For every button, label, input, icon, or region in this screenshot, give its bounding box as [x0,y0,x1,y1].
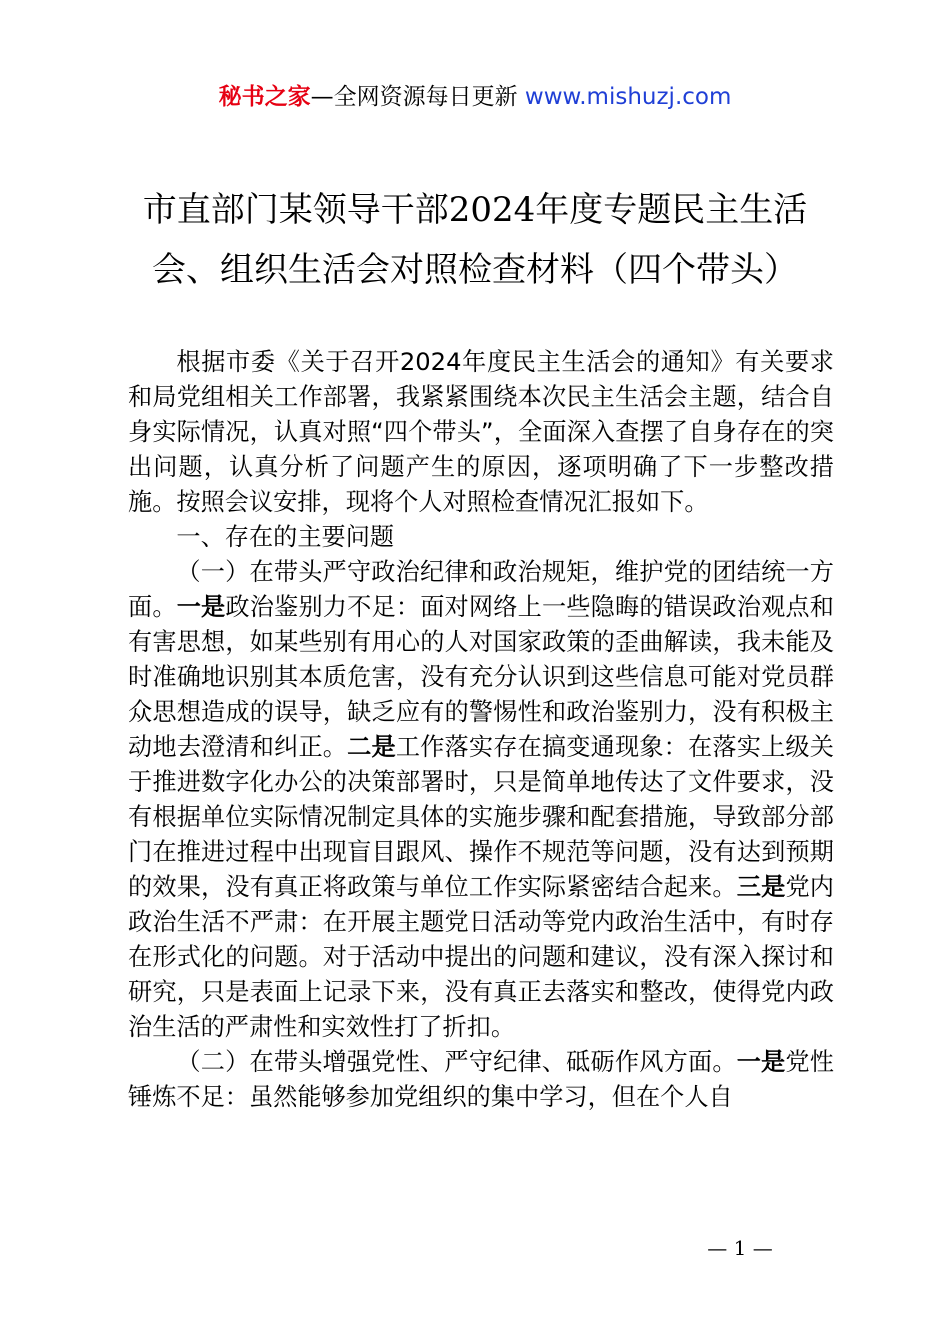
point-text: 政治鉴别力不足：面对网络上一些隐晦的错误政治观点和有害思想，如某些别有用心的人对国家政策的歪曲解读，我未能及时准确地识别其本质危害，没有充分认识到这些信息可能对党员群众思想造成的误导，缺乏应有的警惕性和政治鉴别力，没有积极主动地去澄清和纠正。 [128,593,834,761]
item-2-lead: （二）在带头增强党性、严守纪律、砥砺作风方面。 [176,1048,737,1076]
item-2-paragraph [128,1045,834,1115]
item-1-paragraph [128,555,834,1045]
header-slogan: —全网资源每日更新 [310,84,525,110]
website-link[interactable]: www.mishuzj.com [524,84,732,110]
document-title: 市直部门某领导干部2024年度专题民主生活会、组织生活会对照检查材料（四个带头） [142,190,808,290]
intro-paragraph: 根据市委《关于召开2024年度民主生活会的通知》有关要求和局党组相关工作部署，我紧紧围绕本次民主生活会主题，结合自身实际情况，认真对照“四个带头”，全面深入查摆了自身存在的突出问题，认真分析了问题产生的原因，逐项明确了下一步整改措施。按照会议安排，现将个人对照检查情况汇报如下。 [128,348,834,516]
point-text: 党内政治生活不严肃：在开展主题党日活动等党内政治生活中，有时存在形式化的问题。对于活动中提出的问题和建议，没有深入探讨和研究，只是表面上记录下来，没有真正去落实和整改，使得党内政治生活的严肃性和实效性打了折扣。 [128,873,834,1041]
point-label: 一是 [176,593,226,621]
page-number: — 1 — [707,1236,773,1260]
brand-name: 秘书之家 [218,84,311,110]
point-text: 工作落实存在搞变通现象：在落实上级关于推进数字化办公的决策部署时，只是简单地传达了文件要求，没有根据单位实际情况制定具体的实施步骤和配套措施，导致部分部门在推进过程中出现盲目跟风、操作不规范等问题，没有达到预期的效果，没有真正将政策与单位工作实际紧密结合起来。 [128,733,834,901]
document-body [128,345,834,1115]
item-1-lead: （一）在带头严守政治纪律和政治规矩，维护党的团结统一方面。 [128,558,834,621]
site-header [0,80,950,114]
point-label: 二是 [347,733,396,761]
point-label: 三是 [736,873,786,901]
section-heading: 一、存在的主要问题 [176,523,395,551]
point-label: 一是 [736,1048,786,1076]
point-text: 党性锤炼不足：虽然能够参加党组织的集中学习，但在个人自 [128,1048,834,1111]
